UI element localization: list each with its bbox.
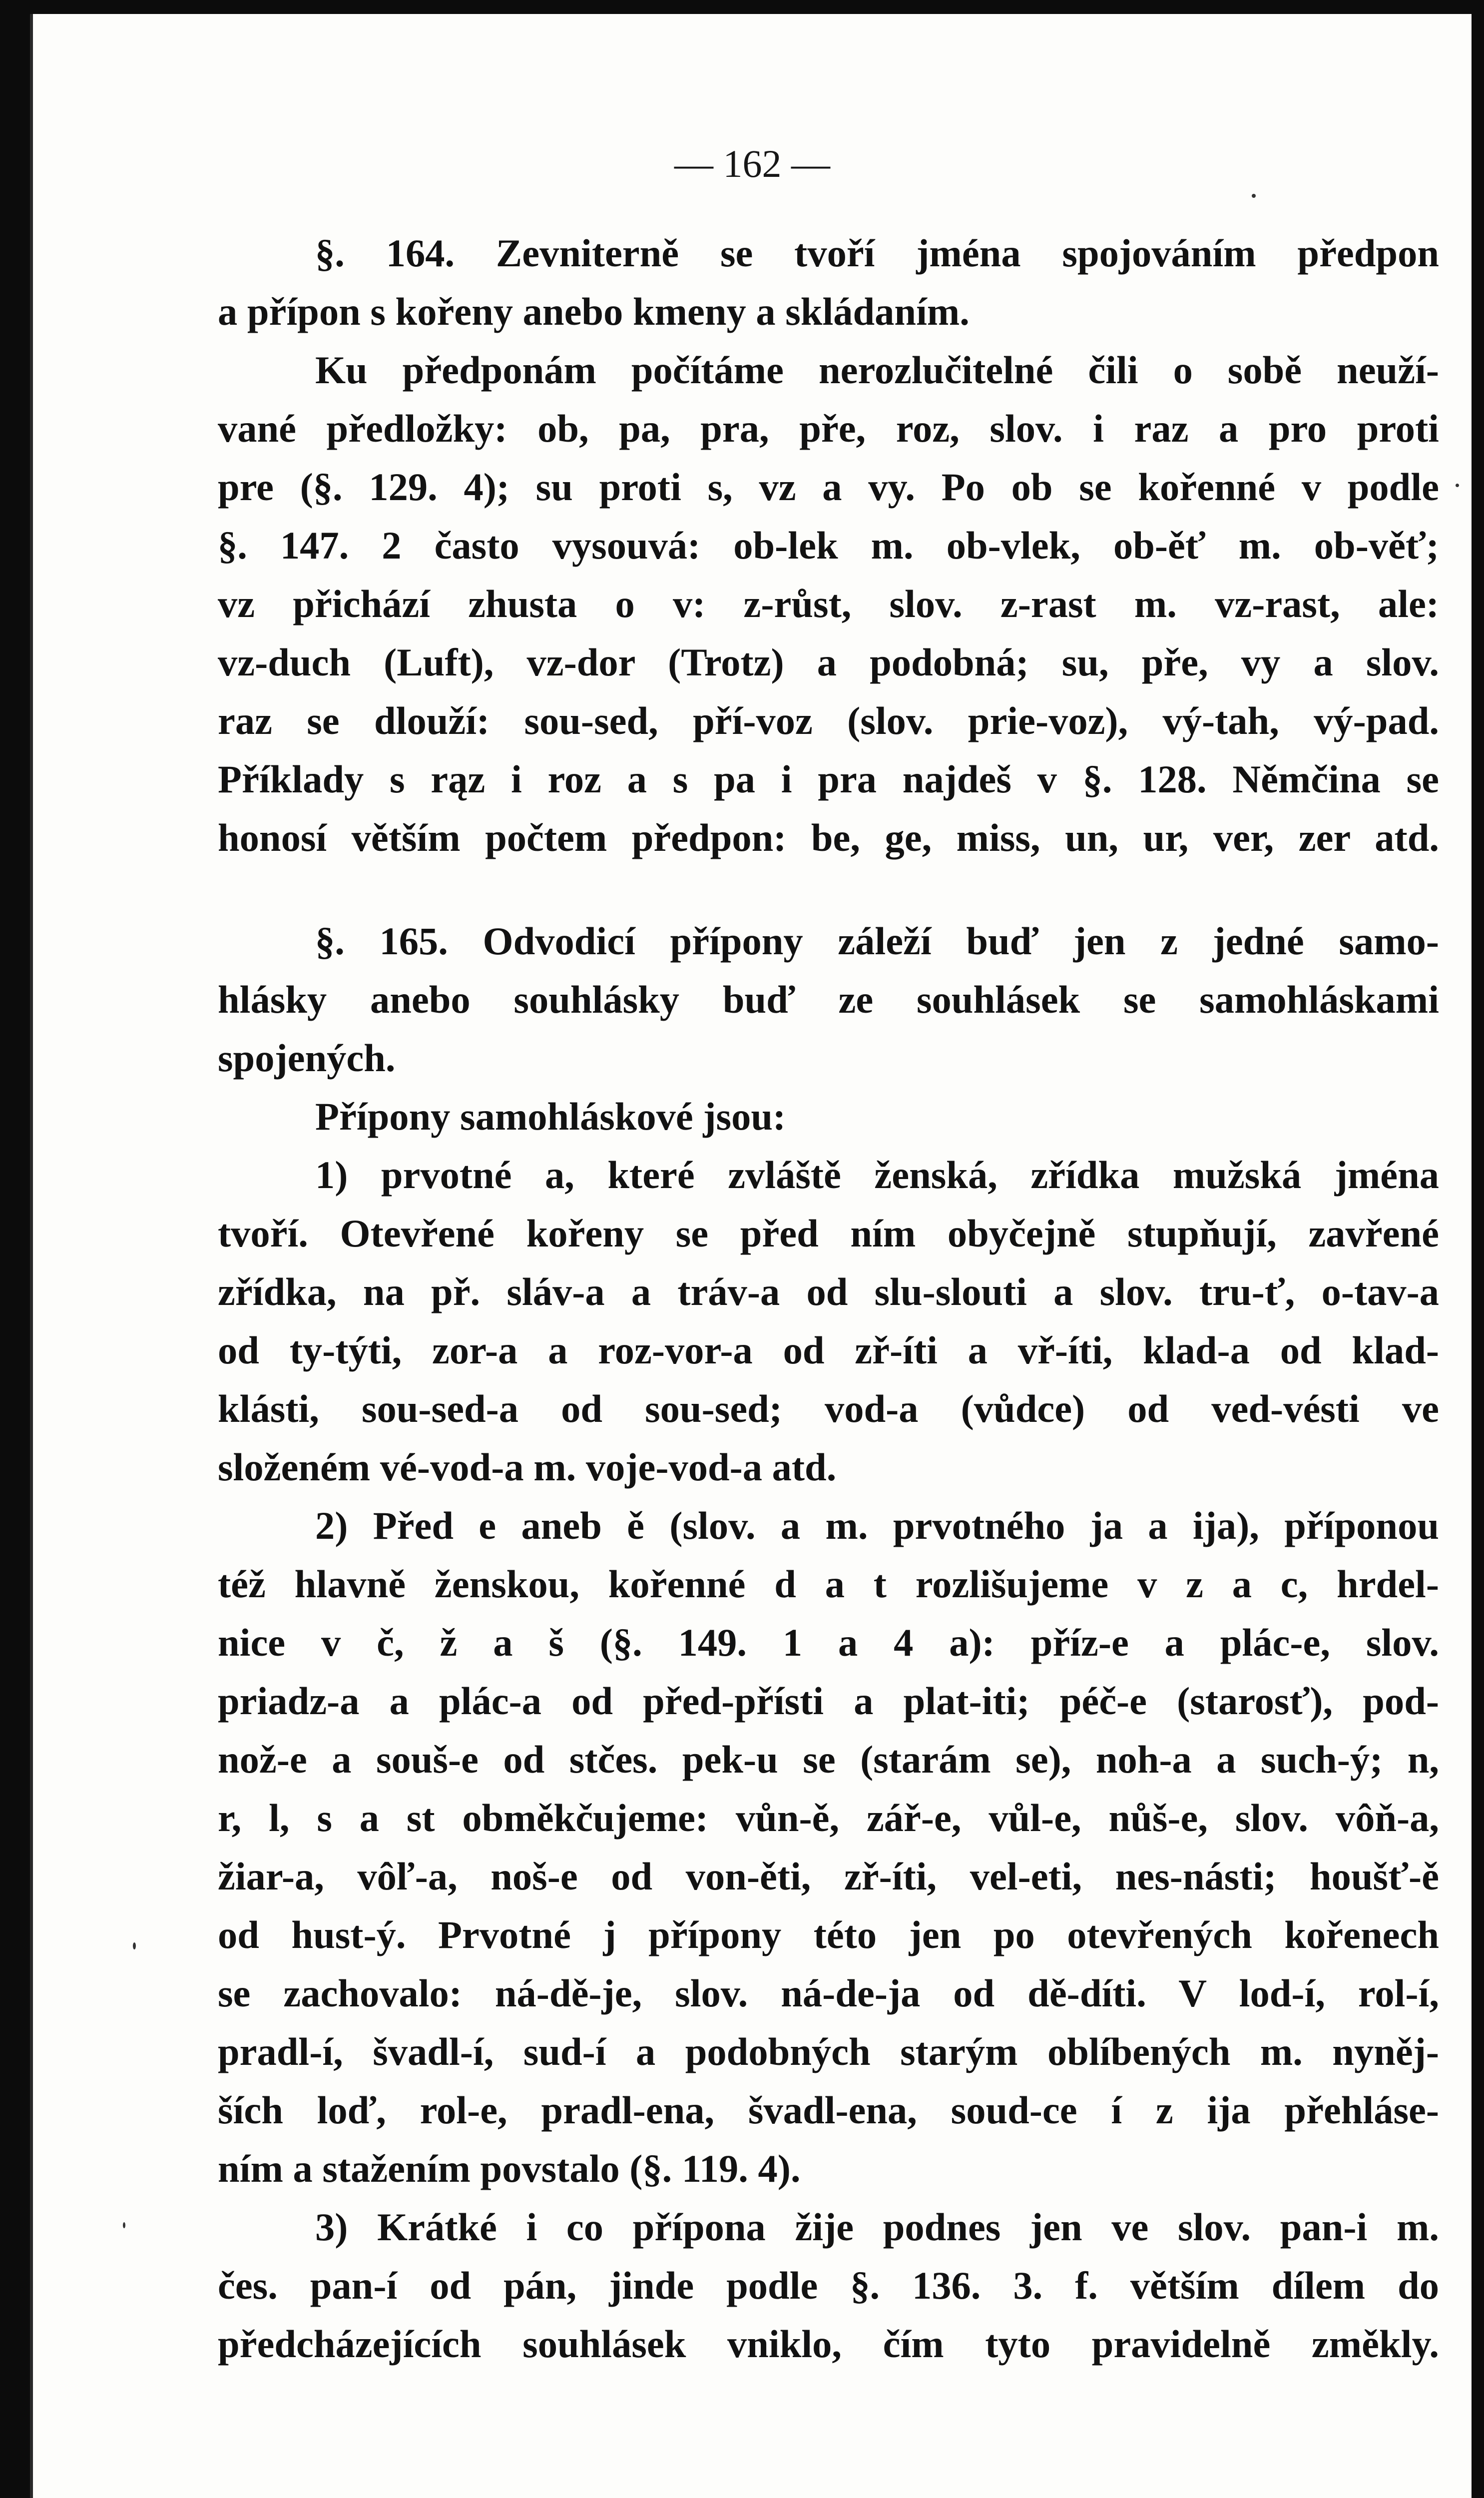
scan-speck — [1252, 194, 1256, 198]
paragraph-line: složeném vé-vod-a m. voje-vod-a atd. — [218, 1445, 837, 1489]
paragraph-line: raz se dlouží: sou-sed, pří-voz (slov. prie-voz), vý-tah, vý-pad. — [218, 699, 1439, 742]
paragraph-line: §. 164. Zevniterně se tvoří jména spojováním předpon — [315, 231, 1439, 275]
paragraph-line: zřídka, na př. sláv-a a tráv-a od slu-slouti a slov. tru-ť, o-tav-a — [218, 1270, 1439, 1313]
paragraph-line: pradl-í, švadl-í, sud-í a podobných starým oblíbených m. nyněj- — [218, 2030, 1439, 2073]
paragraph-line: 2) Před e aneb ě (slov. a m. prvotného ja a ija), příponou — [315, 1504, 1439, 1547]
paragraph-line: 3) Krátké i co přípona žije podnes jen ve slov. pan-i m. — [315, 2205, 1439, 2249]
paragraph-line: od ty-týti, zor-a a roz-vor-a od zř-íti a vř-íti, klad-a od klad- — [218, 1328, 1439, 1372]
paragraph-line: honosí větším počtem předpon: be, ge, miss, un, ur, ver, zer atd. — [218, 816, 1439, 859]
scan-speck — [133, 1942, 136, 1949]
paragraph-line: 1) prvotné a, které zvláště ženská, zřídka mužská jména — [315, 1153, 1439, 1197]
paragraph-line: předcházejících souhlásek vniklo, čím tyto pravidelně změkly. — [218, 2322, 1439, 2366]
paragraph-line: ších loď, rol-e, pradl-ena, švadl-ena, soud-ce í z ija přehláse- — [218, 2088, 1439, 2132]
paragraph-line: a přípon s kořeny anebo kmeny a skládaním. — [218, 290, 970, 333]
paragraph-line: klásti, sou-sed-a od sou-sed; vod-a (vůdce) od ved-vésti ve — [218, 1387, 1439, 1430]
paragraph-line: Příklady s rąz i roz a s pa i pra najdeš v §. 128. Němčina se — [218, 757, 1439, 801]
section-gap — [218, 867, 1439, 912]
section-165 — [218, 912, 1439, 2373]
paragraph-line: vz-duch (Luft), vz-dor (Trotz) a podobná; su, pře, vy a slov. — [218, 640, 1439, 684]
scan-speck — [1456, 484, 1459, 487]
paragraph-line: žiar-a, vôľ-a, noš-e od von-ěti, zř-íti, vel-eti, nes-násti; houšť-ě — [218, 1855, 1439, 1898]
section-164 — [218, 224, 1439, 867]
paragraph-line: od hust-ý. Prvotné j přípony této jen po otevřených kořenech — [218, 1913, 1439, 1956]
paragraph-line: nice v č, ž a š (§. 149. 1 a 4 a): příz-e a plác-e, slov. — [218, 1621, 1439, 1664]
scan-speck — [123, 2222, 125, 2228]
paragraph-line: nož-e a souš-e od stčes. pek-u se (starám se), noh-a a such-ý; n, — [218, 1738, 1439, 1781]
paragraph-line: priadz-a a plác-a od před-přísti a plat-iti; péč-e (starosť), pod- — [218, 1679, 1439, 1723]
paragraph-line: čes. pan-í od pán, jinde podle §. 136. 3. f. větším dílem do — [218, 2264, 1439, 2307]
paragraph-line: Přípony samohláskové jsou: — [315, 1095, 786, 1138]
paragraph-line: hlásky anebo souhlásky buď ze souhlásek se samohláskami — [218, 978, 1439, 1021]
paragraph-line: ním a stažením povstalo (§. 119. 4). — [218, 2147, 801, 2190]
paragraph-line: vz přichází zhusta o v: z-růst, slov. z-rast m. vz-rast, ale: — [218, 582, 1439, 625]
paragraph-line: též hlavně ženskou, kořenné d a t rozlišujeme v z a c, hrdel- — [218, 1562, 1439, 1606]
body-text — [218, 224, 1439, 2373]
page-number: — 162 — — [674, 142, 830, 185]
paragraph-line: vané předložky: ob, pa, pra, pře, roz, slov. i raz a pro proti — [218, 407, 1439, 450]
paragraph-line: pre (§. 129. 4); su proti s, vz a vy. Po ob se kořenné v podle — [218, 465, 1439, 509]
paragraph-line: Ku předponám počítáme nerozlučitelné čili o sobě neuží- — [315, 348, 1439, 392]
paragraph-line: tvoří. Otevřené kořeny se před ním obyčejně stupňují, zavřené — [218, 1212, 1439, 1255]
paragraph-line: §. 165. Odvodicí přípony záleží buď jen z jedné samo- — [315, 919, 1439, 963]
paragraph-line: spojených. — [218, 1036, 396, 1080]
paragraph-line: r, l, s a st obměkčujeme: vůn-ě, zář-e, vůl-e, nůš-e, slov. vôň-a, — [218, 1796, 1439, 1840]
paragraph-line: §. 147. 2 často vysouvá: ob-lek m. ob-vlek, ob-ěť m. ob-věť; — [218, 524, 1439, 567]
book-page — [30, 14, 1472, 2498]
paragraph-line: se zachovalo: ná-dě-je, slov. ná-de-ja od dě-díti. V lod-í, rol-í, — [218, 1971, 1439, 2015]
